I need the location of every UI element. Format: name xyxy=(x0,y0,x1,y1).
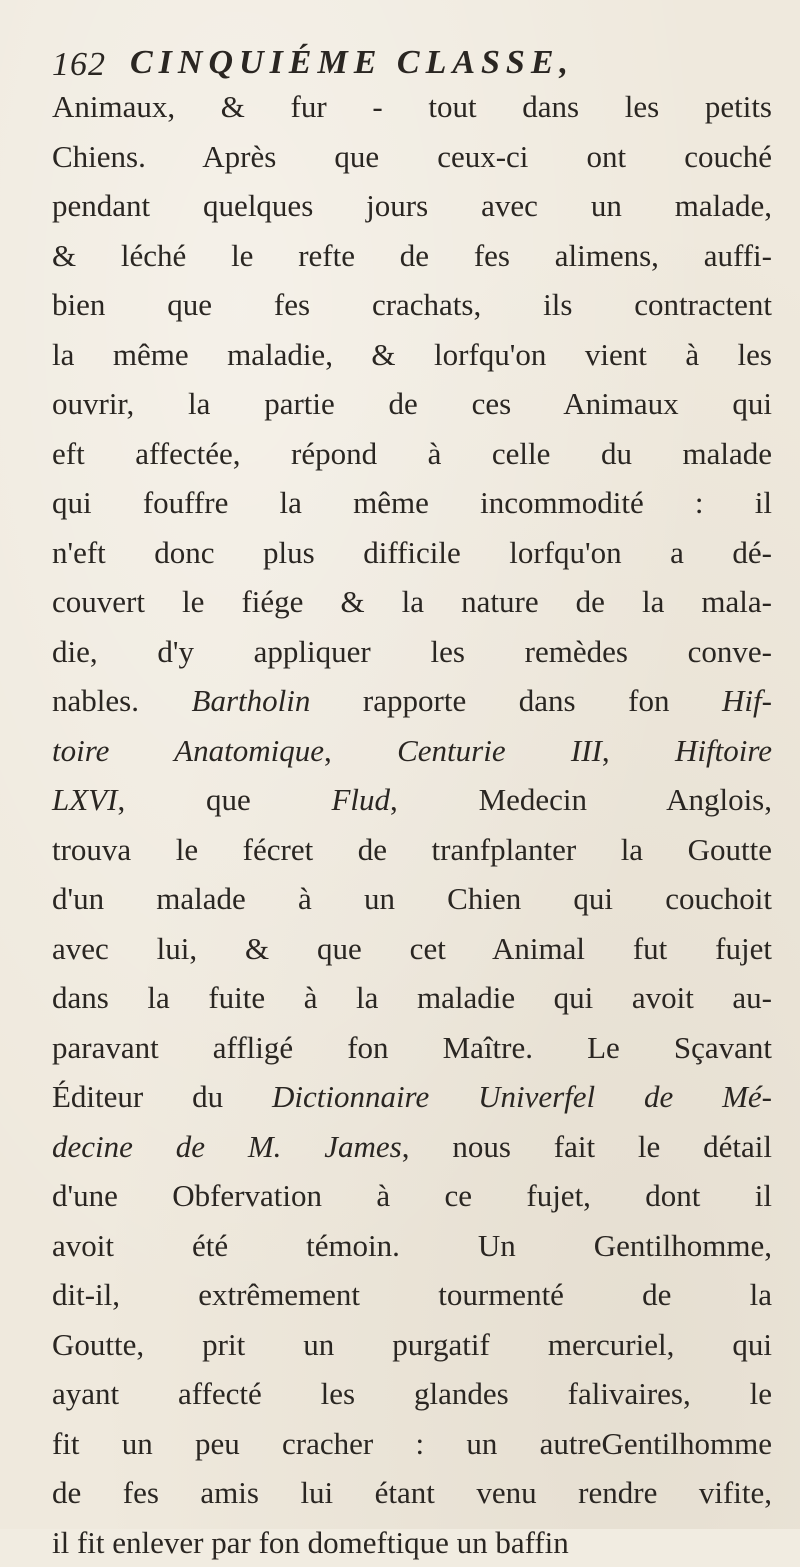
text-segment: avec lui, & que cet Animal fut fujet xyxy=(52,931,772,966)
text-segment: n'eft donc plus difficile lorfqu'on a dé- xyxy=(52,535,772,570)
text-line xyxy=(52,231,772,281)
text-segment: , Medecin Anglois, xyxy=(390,782,772,817)
text-line xyxy=(52,1320,772,1370)
text-line xyxy=(52,82,772,132)
text-segment: ayant affecté les glandes falivaires, le xyxy=(52,1376,772,1411)
text-line xyxy=(52,1072,772,1122)
text-line xyxy=(52,1122,772,1172)
text-segment: dans la fuite à la maladie qui avoit au- xyxy=(52,980,772,1015)
text-line xyxy=(52,973,772,1023)
running-head: CINQUIÉME CLASSE, xyxy=(130,44,574,82)
text-line xyxy=(52,775,772,825)
text-segment: Éditeur du xyxy=(52,1079,272,1114)
italic-text: toire Anatomique xyxy=(52,733,324,768)
text-line xyxy=(52,1023,772,1073)
text-segment: bien que fes crachats, ils contractent xyxy=(52,287,772,322)
text-segment: dit-il, extrêmement tourmenté de la xyxy=(52,1277,772,1312)
italic-text: Flud xyxy=(331,782,390,817)
text-line xyxy=(52,181,772,231)
text-segment: qui fouffre la même incommodité : il xyxy=(52,485,772,520)
text-line xyxy=(52,132,772,182)
text-segment: paravant affligé fon Maître. Le Sçavant xyxy=(52,1030,772,1065)
text-line xyxy=(52,429,772,479)
text-line xyxy=(52,726,772,776)
italic-text: Hif- xyxy=(722,683,772,718)
text-segment: d'un malade à un Chien qui couchoit xyxy=(52,881,772,916)
italic-text: LXVI xyxy=(52,782,117,817)
text-segment: d'une Obfervation à ce fujet, dont il xyxy=(52,1178,772,1213)
text-line xyxy=(52,1369,772,1419)
text-segment: rapporte dans fon xyxy=(310,683,722,718)
text-segment: Chiens. Après que ceux-ci ont couché xyxy=(52,139,772,174)
text-line xyxy=(52,1468,772,1518)
text-line xyxy=(52,280,772,330)
text-line xyxy=(52,478,772,528)
text-segment: , nous fait le détail xyxy=(402,1129,772,1164)
text-segment: Goutte, prit un purgatif mercuriel, qui xyxy=(52,1327,772,1362)
text-line xyxy=(52,528,772,578)
text-segment: couvert le fiége & la nature de la mala- xyxy=(52,584,772,619)
text-line xyxy=(52,330,772,380)
text-segment: trouva le fécret de tranfplanter la Goutte xyxy=(52,832,772,867)
text-segment: & léché le refte de fes alimens, auffi- xyxy=(52,238,772,273)
text-segment: eft affectée, répond à celle du malade xyxy=(52,436,772,471)
text-line xyxy=(52,1270,772,1320)
text-line xyxy=(52,1171,772,1221)
text-line xyxy=(52,676,772,726)
body-text xyxy=(52,82,772,1567)
text-line xyxy=(52,1419,772,1469)
italic-text: decine de M. James xyxy=(52,1129,402,1164)
text-segment: , xyxy=(324,733,397,768)
text-segment: la même maladie, & lorfqu'on vient à les xyxy=(52,337,772,372)
italic-text: Bartholin xyxy=(192,683,311,718)
text-line xyxy=(52,627,772,677)
text-line xyxy=(52,874,772,924)
page-number: 162 xyxy=(52,46,106,84)
text-line xyxy=(52,825,772,875)
text-segment: il fit enlever par fon domeftique un baffin xyxy=(52,1525,569,1560)
italic-text: Centurie III xyxy=(397,733,602,768)
text-segment: de fes amis lui étant venu rendre vifite, xyxy=(52,1475,772,1510)
italic-text: Hiftoire xyxy=(675,733,772,768)
text-line xyxy=(52,1221,772,1271)
text-line xyxy=(52,379,772,429)
text-line xyxy=(52,924,772,974)
text-line xyxy=(52,577,772,627)
italic-text: Dictionnaire Univerfel de Mé- xyxy=(272,1079,772,1114)
text-segment: , xyxy=(602,733,675,768)
text-segment: fit un peu cracher : un autreGentilhomme xyxy=(52,1426,772,1461)
text-segment: die, d'y appliquer les remèdes conve- xyxy=(52,634,772,669)
text-line xyxy=(52,1518,772,1567)
text-segment: Animaux, & fur - tout dans les petits xyxy=(52,89,772,124)
text-segment: ouvrir, la partie de ces Animaux qui xyxy=(52,386,772,421)
text-segment: nables. xyxy=(52,683,192,718)
text-segment: pendant quelques jours avec un malade, xyxy=(52,188,772,223)
text-segment: , que xyxy=(117,782,331,817)
text-segment: avoit été témoin. Un Gentilhomme, xyxy=(52,1228,772,1263)
